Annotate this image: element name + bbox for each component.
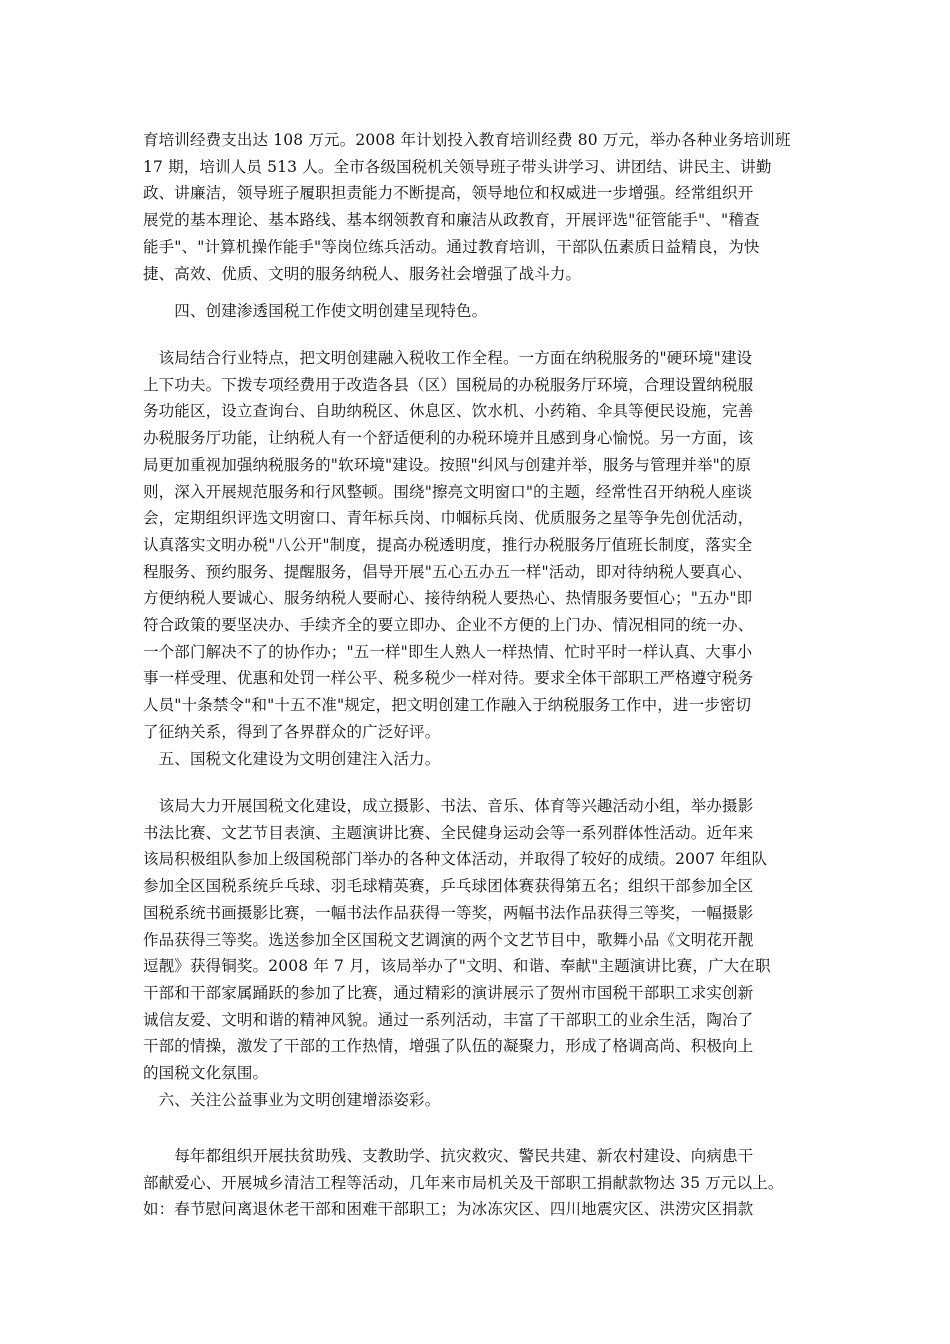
heading-text: 五、国税文化建设为文明创建注入活力。 [143, 750, 441, 768]
text-line: 作品获得三等奖。选送参加全区国税文艺调演的两个文艺节目中，歌舞小品《文明花开靓 [143, 930, 754, 949]
text-line: 方便纳税人要诚心、服务纳税人要耐心、接待纳税人要热心、热情服务要恒心；"五办"即 [143, 589, 753, 608]
text-line: 局更加重视加强纳税服务的"软环境"建设。按照"纠风与创建并举，服务与管理并举"的原 [143, 455, 752, 474]
text-line: 每年都组织开展扶贫助残、支教助学、抗灾救灾、警民共建、新农村建设、向病患干 [143, 1147, 754, 1165]
text-line: 认真落实文明办税"八公开"制度，提高办税透明度，推行办税服务厅值班长制度，落实全 [143, 535, 753, 554]
paragraph-section-four [143, 345, 823, 746]
paragraph-section-six [143, 1143, 823, 1223]
paragraph-training [143, 127, 823, 287]
text-line: 会，定期组织评选文明窗口、青年标兵岗、巾帼标兵岗、优质服务之星等争先创优活动， [143, 509, 754, 528]
text-line: 能手"、"计算机操作能手"等岗位练兵活动。通过教育培训，干部队伍素质日益精良，为快 [143, 237, 760, 256]
text-line: 诚信友爱、文明和谐的精神风貌。通过一系列活动，丰富了干部职工的业余生活，陶冶了 [143, 1010, 754, 1029]
text-line: 该局结合行业特点，把文明创建融入税收工作全程。一方面在纳税服务的"硬环境"建设 [143, 349, 753, 367]
text-line: 程服务、预约服务、提醒服务，倡导开展"五心五办五一样"活动，即对待纳税人要真心、 [143, 562, 753, 581]
text-line: 事一样受理、优惠和处罚一样公平、税多税少一样对待。要求全体干部职工严格遵守税务 [143, 669, 754, 688]
text-line: 展党的基本理论、基本路线、基本纲领教育和廉洁从政教育，开展评选"征管能手"、"稽查 [143, 211, 760, 230]
text-line: 该局积极组队参加上级国税部门举办的各种文体活动，并取得了较好的成绩。2007 年组队 [143, 850, 768, 869]
heading-text: 六、关注公益事业为文明创建增添姿彩。 [143, 1091, 441, 1109]
text-line: 干部的情操，激发了干部的工作热情，增强了队伍的凝聚力，形成了格调高尚、积极向上 [143, 1037, 754, 1056]
text-line: 一个部门解决不了的协作办；"五一样"即生人熟人一样热情、忙时平时一样认真、大事小 [143, 642, 753, 661]
section-heading-four [143, 298, 823, 325]
paragraph-section-five [143, 793, 823, 1087]
text-line: 书法比赛、文艺节目表演、主题演讲比赛、全民健身运动会等一系列群体性活动。近年来 [143, 823, 754, 842]
text-line: 干部和干部家属踊跃的参加了比赛，通过精彩的演讲展示了贺州市国税干部职工求实创新 [143, 983, 754, 1002]
text-line: 务功能区，设立查询台、自助纳税区、休息区、饮水机、小药箱、伞具等便民设施，完善 [143, 402, 754, 421]
text-line: 办税服务厅功能，让纳税人有一个舒适便利的办税环境并且感到身心愉悦。另一方面，该 [143, 429, 754, 448]
text-line: 部献爱心、开展城乡清洁工程等活动，几年来市局机关及干部职工捐献款物达 35 万元以上。 [143, 1173, 784, 1192]
text-line: 则，深入开展规范服务和行风整顿。围绕"擦亮文明窗口"的主题，经常性召开纳税人座谈 [143, 482, 753, 501]
text-line: 捷、高效、优质、文明的服务纳税人、服务社会增强了战斗力。 [143, 264, 582, 283]
text-line: 政、讲廉洁，领导班子履职担责能力不断提高，领导地位和权威进一步增强。经常组织开 [143, 184, 754, 203]
heading-text: 四、创建渗透国税工作使文明创建呈现特色。 [143, 302, 488, 320]
section-heading-six [143, 1087, 823, 1114]
section-heading-five [143, 746, 823, 773]
text-line: 符合政策的要坚决办、手续齐全的要立即办、企业不方便的上门办、情况相同的统一办、 [143, 616, 754, 635]
text-line: 人员"十条禁令"和"十五不准"规定，把文明创建工作融入于纳税服务工作中，进一步密切 [143, 696, 752, 715]
text-line: 育培训经费支出达 108 万元。2008 年计划投入教育培训经费 80 万元，举办各种业务培训班 [143, 131, 791, 149]
text-line: 该局大力开展国税文化建设，成立摄影、书法、音乐、体育等兴趣活动小组，举办摄影 [143, 797, 754, 815]
text-line: 参加全区国税系统乒乓球、羽毛球精英赛，乒乓球团体赛获得第五名；组织干部参加全区 [143, 877, 754, 896]
text-line: 逗靓》获得铜奖。2008 年 7 月，该局举办了"文明、和谐、奉献"主题演讲比赛，广大在职 [143, 957, 771, 976]
text-line: 17 期，培训人员 513 人。全市各级国税机关领导班子带头讲学习、讲团结、讲民主、讲勤 [143, 157, 772, 176]
text-line: 国税系统书画摄影比赛，一幅书法作品获得一等奖，两幅书法作品获得三等奖，一幅摄影 [143, 903, 754, 922]
text-line: 如：春节慰问离退休老干部和困难干部职工；为冰冻灾区、四川地震灾区、洪涝灾区捐款 [143, 1200, 754, 1219]
text-line: 了征纳关系，得到了各界群众的广泛好评。 [143, 722, 441, 741]
text-line: 上下功夫。下拨专项经费用于改造各县（区）国税局的办税服务厅环境，合理设置纳税服 [143, 375, 754, 394]
text-line: 的国税文化氛围。 [143, 1064, 269, 1083]
